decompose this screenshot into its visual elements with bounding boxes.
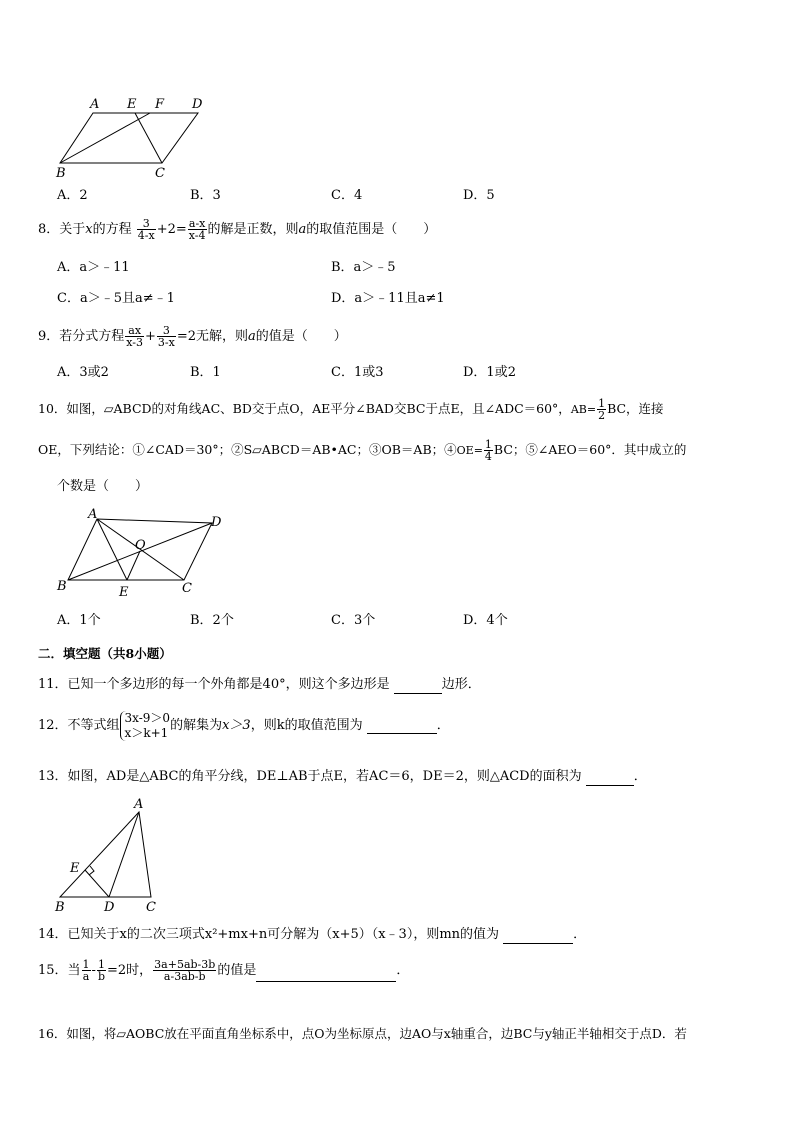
fig10-label-O: O: [135, 538, 146, 553]
q12-cond: x＞3: [222, 718, 251, 733]
q10-line2a: OE，下列结论：①∠CAD＝30°；②S▱ABCD＝AB•AC；③OB＝AB；④: [38, 442, 457, 457]
q10-stem-line2: [38, 439, 686, 462]
q8-stem: [38, 218, 436, 241]
q10-bc: BC，连接: [607, 401, 664, 416]
fig7-label-B: B: [56, 166, 66, 180]
q8-tail1: 的解是正数，则: [207, 222, 299, 237]
q8-var-x: x: [85, 222, 93, 237]
q13-text: 13．如图，AD是△ABC的角平分线，DE⊥AB于点E，若AC＝6，DE＝2，则△ACD的面积为: [38, 769, 582, 784]
fig7-label-C: C: [155, 166, 165, 180]
q9-option-a[interactable]: A．3或2: [57, 365, 109, 380]
q12-mid: 的解集为: [170, 718, 223, 733]
q10-oe: OE=: [456, 444, 483, 457]
fig10-label-E: E: [119, 585, 129, 600]
section-2-heading: 二．填空题（共8小题）: [38, 646, 172, 661]
q9-plus: +: [145, 329, 156, 344]
q11-tail: 边形．: [441, 677, 481, 692]
q7-option-d[interactable]: D．5: [463, 188, 495, 203]
fig10-label-B: B: [57, 579, 67, 594]
q8-var-a: a: [298, 222, 307, 237]
q8-option-a[interactable]: A．a＞﹣11: [57, 260, 130, 275]
fig7-label-A: A: [90, 97, 100, 112]
q12-tail: ，则k的取值范围为: [250, 718, 363, 733]
q7-figure: [50, 95, 220, 180]
fig13-label-B: B: [55, 900, 65, 915]
q12-end: ．: [436, 718, 450, 733]
q15-end: ．: [396, 963, 410, 978]
q15-minus: -: [91, 963, 96, 978]
fig13-label-E: E: [70, 861, 80, 876]
fig7-label-F: F: [155, 97, 165, 112]
q9-fraction-2: $\frac{3}{3-x}$: [157, 324, 175, 349]
q8-fraction-2: $\frac{a-x}{x-4}$: [188, 217, 206, 242]
q15-prefix: 15．当: [38, 963, 81, 978]
fig10-label-D: D: [211, 515, 222, 530]
q16-stem: 16．如图，将▱AOBC放在平面直角坐标系中，点O为坐标原点，边AO与x轴重合，边BC与y轴正半轴相交于点D．若: [38, 1026, 687, 1041]
q12-prefix: 12．不等式组: [38, 718, 120, 733]
q9-option-d[interactable]: D．1或2: [463, 365, 516, 380]
fig10-label-A: A: [88, 507, 98, 522]
fig7-label-D: D: [192, 97, 203, 112]
q14-stem: [38, 926, 586, 944]
q7-option-c[interactable]: C．4: [331, 188, 363, 203]
q12-row1: 3x-9＞0: [124, 711, 171, 725]
q12-row2: x＞k+1: [124, 726, 169, 740]
q15-eq: =2时，: [107, 963, 153, 978]
q13-end: ．: [633, 769, 647, 784]
q10-line2b: BC；⑤∠AEO＝60°．其中成立的: [493, 442, 687, 457]
fig10-label-C: C: [182, 581, 192, 596]
q15-stem: [38, 959, 409, 982]
q13-figure: [52, 795, 172, 915]
q15-fraction-2: $\frac{1}{b}$: [97, 958, 105, 983]
q13-stem: [38, 768, 647, 786]
q10-option-d[interactable]: D．4个: [463, 613, 508, 628]
fig13-label-C: C: [146, 900, 156, 915]
q13-answer-blank[interactable]: [586, 771, 634, 786]
q14-text: 14．已知关于x的二次三项式x²+mx+n可分解为（x+5）（x﹣3），则mn的值为: [38, 927, 500, 942]
q7-option-a[interactable]: A．2: [57, 188, 88, 203]
q12-answer-blank[interactable]: [367, 719, 437, 734]
q8-option-c[interactable]: C．a＞﹣5且a≠﹣1: [57, 291, 175, 306]
q9-option-b[interactable]: B．1: [190, 365, 221, 380]
q12-stem: [38, 711, 450, 741]
q8-plus: +2=: [156, 222, 187, 237]
q15-tail: 的值是: [217, 963, 257, 978]
q10-stem-line1: [38, 398, 664, 421]
q10-quarter-fraction: $\frac{1}{4}$: [484, 438, 492, 463]
q10-figure: [50, 505, 240, 600]
q11-text: 11．已知一个多边形的每一个外角都是40°，则这个多边形是: [38, 677, 390, 692]
q8-prefix: 8．关于: [38, 222, 86, 237]
q12-inequality-system: [120, 711, 171, 741]
q9-var-a: a: [248, 329, 256, 344]
q15-answer-blank[interactable]: [256, 967, 396, 982]
q8-option-d[interactable]: D．a＞﹣11且a≠1: [331, 291, 445, 306]
q15-fraction-3: $\frac{3a+5ab-3b}{a-3ab-b}$: [154, 958, 216, 983]
q14-end: ．: [573, 927, 587, 942]
q9-fraction-1: $\frac{ax}{x-3}$: [126, 324, 144, 349]
q11-answer-blank[interactable]: [394, 679, 442, 694]
q10-half-fraction: $\frac{1}{2}$: [598, 397, 606, 422]
q10-line1: 10．如图，▱ABCD的对角线AC、BD交于点O，AE平分∠BAD交BC于点E，且∠ADC＝60°，: [38, 401, 571, 416]
q10-stem-line3: 个数是（ ）: [57, 479, 149, 494]
q8-tail2: 的取值范围是（ ）: [306, 222, 437, 237]
fig13-label-A: A: [134, 797, 144, 812]
fig7-label-E: E: [127, 97, 137, 112]
q9-option-c[interactable]: C．1或3: [331, 365, 384, 380]
fig13-label-D: D: [104, 900, 115, 915]
q10-option-c[interactable]: C．3个: [331, 613, 376, 628]
q10-option-b[interactable]: B．2个: [190, 613, 234, 628]
q8-fraction-1: $\frac{3}{4-x}$: [137, 217, 155, 242]
q8-mid: 的方程: [92, 222, 132, 237]
q15-fraction-1: $\frac{1}{a}$: [82, 958, 90, 983]
q7-option-b[interactable]: B．3: [190, 188, 221, 203]
q10-ab: AB=: [570, 403, 597, 416]
q9-prefix: 9．若分式方程: [38, 329, 125, 344]
q9-tail: 的值是（ ）: [255, 329, 347, 344]
q11-stem: [38, 676, 481, 694]
q14-answer-blank[interactable]: [503, 929, 573, 944]
q8-option-b[interactable]: B．a＞﹣5: [331, 260, 396, 275]
q9-stem: [38, 325, 347, 348]
q10-option-a[interactable]: A．1个: [57, 613, 101, 628]
q9-eq: =2无解，则: [176, 329, 249, 344]
